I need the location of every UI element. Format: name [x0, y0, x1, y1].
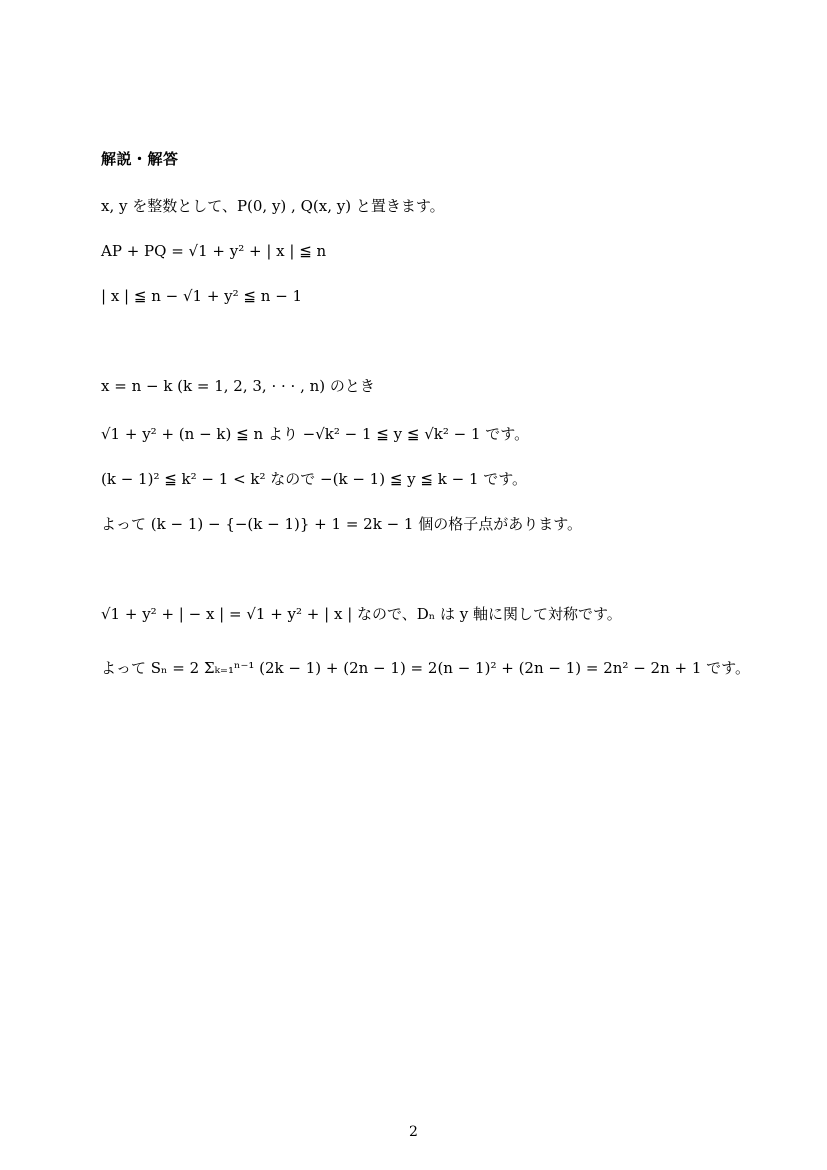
text-line-2: AP + PQ = √1 + y² + | x | ≦ n: [101, 242, 327, 260]
text-line-9: よって Sₙ = 2 Σₖ₌₁ⁿ⁻¹ (2k − 1) + (2n − 1) = 2(n − 1)² + (2n − 1) = 2n² − 2n + 1 です。: [101, 659, 750, 677]
section-heading: 解説・解答: [101, 150, 179, 168]
page-number: 2: [409, 1124, 418, 1140]
text-line-4: x = n − k (k = 1, 2, 3, · · · , n) のとき: [101, 377, 375, 395]
text-line-3: | x | ≦ n − √1 + y² ≦ n − 1: [101, 287, 303, 305]
text-line-5: √1 + y² + (n − k) ≦ n より −√k² − 1 ≦ y ≦ √k² − 1 です。: [101, 425, 530, 443]
text-line-8: √1 + y² + | − x | = √1 + y² + | x | なので、Dₙ は y 軸に関して対称です。: [101, 605, 622, 623]
text-line-1: x, y を整数として、P(0, y) , Q(x, y) と置きます。: [101, 197, 445, 215]
text-line-6: (k − 1)² ≦ k² − 1 < k² なので −(k − 1) ≦ y ≦ k − 1 です。: [101, 470, 528, 488]
text-line-7: よって (k − 1) − {−(k − 1)} + 1 = 2k − 1 個の格子点があります。: [101, 515, 583, 533]
